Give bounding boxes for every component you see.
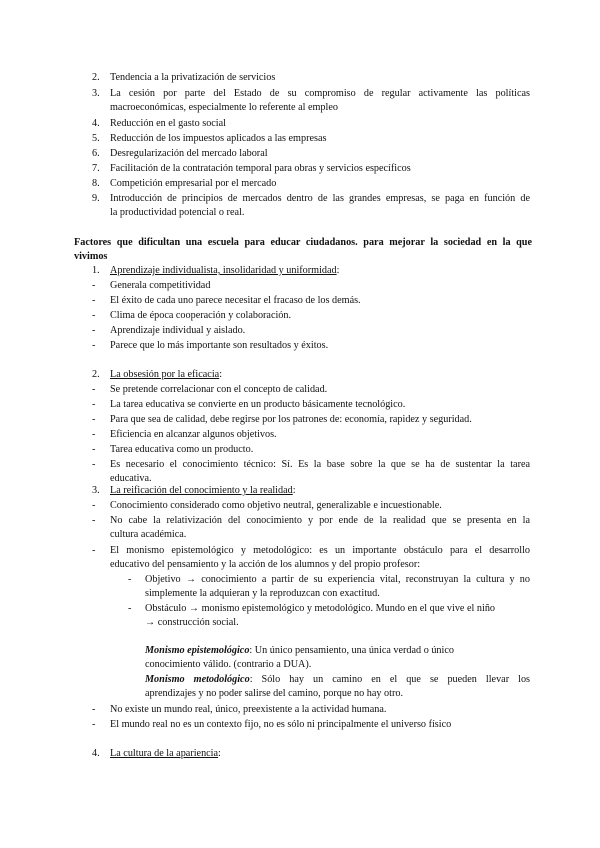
bullet-dash: - <box>92 459 96 470</box>
text-span: La cultura de la apariencia <box>110 748 219 759</box>
text-span: Reducción de los impuestos aplicados a las empresas <box>110 133 327 144</box>
bullet-item: No cabe la relativización del conocimiento y por ende de la realidad que se presenta en la <box>110 515 530 526</box>
text-span: : <box>292 485 296 496</box>
text-span: No existe un mundo real, único, preexistente a la actividad humana. <box>110 704 387 715</box>
text-span: Se pretende correlacionar con el concepto de calidad. <box>110 384 328 395</box>
text-span: - <box>92 280 96 291</box>
text-span: Para que sea de calidad, debe regirse por los patrones de: economía, rapidez y seguridad. <box>110 414 472 425</box>
text-span: : Sólo hay un camino en el que se pueden llevar los <box>249 674 531 685</box>
text-span: Monismo metodológico <box>145 674 250 685</box>
list-item-continuation: la productividad potencial o real. <box>110 207 245 218</box>
list-item-continuation: macroeconómicas, especialmente lo referente al empleo <box>110 102 338 113</box>
text-span: - <box>92 500 96 511</box>
text-span: : <box>219 369 223 380</box>
sub-bullet-continuation: simplemente la adquieran y la reproduzcan con exactitud. <box>145 588 380 599</box>
list-number: 3. <box>92 88 100 99</box>
text-span: : <box>336 265 340 276</box>
text-span: 4. <box>92 748 100 759</box>
bullet-item-continuation: cultura académica. <box>110 529 187 540</box>
text-span: : Un único pensamiento, una única verdad o único <box>249 645 454 656</box>
text-span: Clima de época cooperación y colaboración. <box>110 310 292 321</box>
text-span: - <box>92 340 96 351</box>
text-span: Conocimiento considerado como objetivo neutral, generalizable e incuestionable. <box>110 500 442 511</box>
section-heading: Factores que dificultan una escuela para educar ciudadanos. para mejorar la sociedad en la que <box>74 237 532 248</box>
bullet-dash: - <box>92 545 96 556</box>
sub-bullet-item: Objetivo → conocimiento a partir de su experiencia vital, reconstruyan la cultura y no <box>145 574 530 585</box>
text-span: - <box>92 295 96 306</box>
text-span: Tendencia a la privatización de servicios <box>110 72 276 83</box>
text-span: 1. <box>92 265 100 276</box>
text-span: La tarea educativa se convierte en un producto básicamente tecnológico. <box>110 399 406 410</box>
definition-continuation: aprendizajes y no poder salirse del camino, porque no hay otro. <box>145 688 404 699</box>
bullet-item: El monismo epistemológico y metodológico: es un importante obstáculo para el desarrollo <box>110 545 530 556</box>
sub-bullet-continuation: → construcción social. <box>145 617 239 628</box>
text-span: 2. <box>92 72 100 83</box>
text-span: 8. <box>92 178 100 189</box>
text-span: El mundo real no es un contexto fijo, no es sólo ni principalmente el universo físico <box>110 719 452 730</box>
text-span: - <box>92 704 96 715</box>
text-span: 2. <box>92 369 100 380</box>
text-span: - <box>92 429 96 440</box>
text-span: Desregularización del mercado laboral <box>110 148 268 159</box>
text-span: Parece que lo más importante son resultados y éxitos. <box>110 340 329 351</box>
section-heading-continuation: vivimos <box>74 251 108 262</box>
text-span: - <box>92 325 96 336</box>
bullet-dash: - <box>92 515 96 526</box>
text-span: El éxito de cada uno parece necesitar el fracaso de los demás. <box>110 295 361 306</box>
text-span: Generala competitividad <box>110 280 211 291</box>
text-span: Competición empresarial por el mercado <box>110 178 277 189</box>
text-span: : <box>218 748 221 759</box>
bullet-item-continuation: educativo del pensamiento y la acción de los alumnos y del propio profesor: <box>110 559 421 570</box>
bullet-item: Es necesario el conocimiento técnico: Sí. Es la base sobre la que se ha de sustentar la tarea <box>110 459 530 470</box>
text-span: - <box>92 399 96 410</box>
sub-bullet-dash: - <box>128 574 132 585</box>
text-span: - <box>92 414 96 425</box>
text-span: 6. <box>92 148 100 159</box>
text-span: Tarea educativa como un producto. <box>110 444 254 455</box>
text-span: Facilitación de la contratación temporal para obras y servicios específicos <box>110 163 411 174</box>
text-span: La obsesión por la eficacia <box>110 369 220 380</box>
definition-continuation: conocimiento válido. (contrario a DUA). <box>145 659 312 670</box>
text-span: Monismo epistemológico <box>145 645 250 656</box>
text-span: 7. <box>92 163 100 174</box>
text-span: 3. <box>92 485 100 496</box>
text-span: 5. <box>92 133 100 144</box>
text-span: Eficiencia en alcanzar algunos objetivos. <box>110 429 277 440</box>
text-span: - <box>92 310 96 321</box>
list-item: La cesión por parte del Estado de su compromiso de regular activamente las políticas <box>110 88 530 99</box>
bullet-item-continuation: educativa. <box>110 473 152 484</box>
text-span: Aprendizaje individual y aislado. <box>110 325 246 336</box>
text-span: 4. <box>92 118 100 129</box>
sub-bullet-dash: - <box>128 603 132 614</box>
text-span: La reificación del conocimiento y la realidad <box>110 485 293 496</box>
text-span: - <box>92 384 96 395</box>
list-item: Introducción de principios de mercados dentro de las grandes empresas, se paga en función de <box>110 193 530 204</box>
sub-bullet-item: Obstáculo → monismo epistemológico y metodológico. Mundo en el que vive el niño <box>145 603 496 614</box>
text-span: - <box>92 444 96 455</box>
definition-monismo-epistemologico <box>145 644 600 657</box>
text-span: Reducción en el gasto social <box>110 118 226 129</box>
list-number: 9. <box>92 193 100 204</box>
text-span: Aprendizaje individualista, insolidaridad y uniformidad <box>110 265 337 276</box>
definition-monismo-metodologico <box>145 673 530 686</box>
text-span: - <box>92 719 96 730</box>
